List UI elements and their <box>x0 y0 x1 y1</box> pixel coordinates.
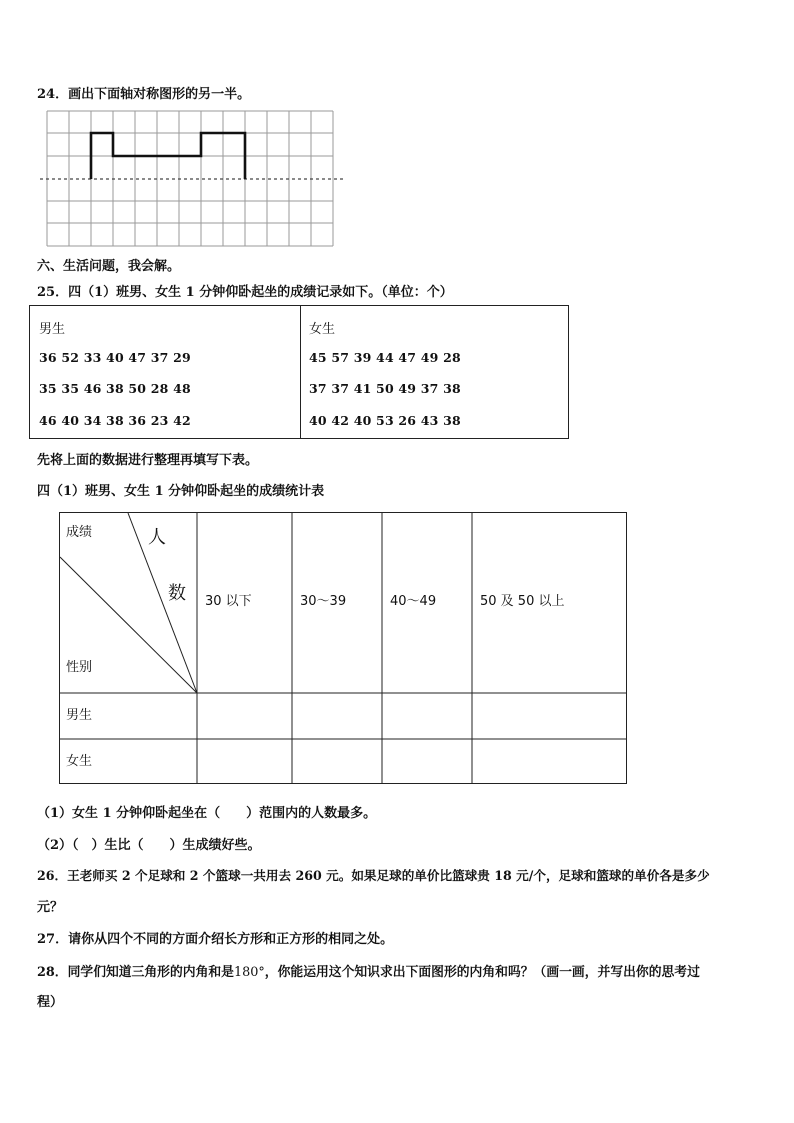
answer-cell[interactable] <box>383 740 471 782</box>
question-27: 27．请你从四个不同的方面介绍长方形和正方形的相同之处。 <box>37 932 394 947</box>
girls-label: 女生 <box>309 322 336 337</box>
question-26-line-1: 26．王老师买 2 个足球和 2 个篮球一共用去 260 元。如果足球的单价比篮球贵 18 元/个，足球和篮球的单价各是多少 <box>37 868 710 883</box>
corner-people-label: 人 <box>148 527 166 548</box>
girls-row: 45 57 39 44 47 49 28 <box>309 350 461 365</box>
girls-column <box>300 306 568 438</box>
answer-cell[interactable] <box>473 740 625 782</box>
boys-label: 男生 <box>39 322 66 337</box>
corner-score-label: 成绩 <box>66 525 93 540</box>
boys-row: 46 40 34 38 36 23 42 <box>39 413 191 428</box>
answer-cell[interactable] <box>293 740 381 782</box>
girls-row: 37 37 41 50 49 37 38 <box>309 381 461 396</box>
corner-gender-label: 性别 <box>66 660 93 675</box>
question-28-line-2: 程） <box>37 995 64 1010</box>
question-28-text-b: ，你能运用这个知识求出下面图形的内角和吗？（画一画，并写出你的思考过 <box>264 965 700 980</box>
girls-row: 40 42 40 53 26 43 38 <box>309 413 461 428</box>
sub-question-1: （1）女生 1 分钟仰卧起坐在（ ）范围内的人数最多。 <box>37 806 377 821</box>
answer-cell[interactable] <box>198 694 291 738</box>
table-instruction: 先将上面的数据进行整理再填写下表。 <box>37 453 259 468</box>
symmetry-grid-figure <box>40 108 348 250</box>
column-header: 30～39 <box>300 594 347 609</box>
column-header: 30 以下 <box>205 594 252 609</box>
angle-value: 180° <box>233 965 265 980</box>
boys-column <box>30 306 301 438</box>
score-record-table <box>29 305 569 439</box>
stat-table <box>59 512 627 784</box>
stat-table-title: 四（1）班男、女生 1 分钟仰卧起坐的成绩统计表 <box>37 484 325 499</box>
question-24: 24．画出下面轴对称图形的另一半。 <box>37 87 251 102</box>
answer-cell[interactable] <box>198 740 291 782</box>
boys-row: 36 52 33 40 47 37 29 <box>39 350 191 365</box>
row-label-boys: 男生 <box>66 708 93 723</box>
answer-cell[interactable] <box>473 694 625 738</box>
answer-cell[interactable] <box>383 694 471 738</box>
question-25: 25．四（1）班男、女生 1 分钟仰卧起坐的成绩记录如下。（单位：个） <box>37 285 453 300</box>
question-28-line-1 <box>37 961 700 980</box>
question-26-line-2: 元？ <box>37 900 64 915</box>
section-6-title: 六、生活问题，我会解。 <box>37 259 181 274</box>
answer-cell[interactable] <box>293 694 381 738</box>
column-header: 50 及 50 以上 <box>480 594 565 609</box>
boys-row: 35 35 46 38 50 28 48 <box>39 381 191 396</box>
sub-question-2: （2）（ ）生比（ ）生成绩好些。 <box>37 838 261 853</box>
question-28-text-a: 28．同学们知道三角形的内角和是 <box>37 965 234 980</box>
corner-count-label: 数 <box>168 583 186 604</box>
column-header: 40～49 <box>390 594 437 609</box>
row-label-girls: 女生 <box>66 754 93 769</box>
